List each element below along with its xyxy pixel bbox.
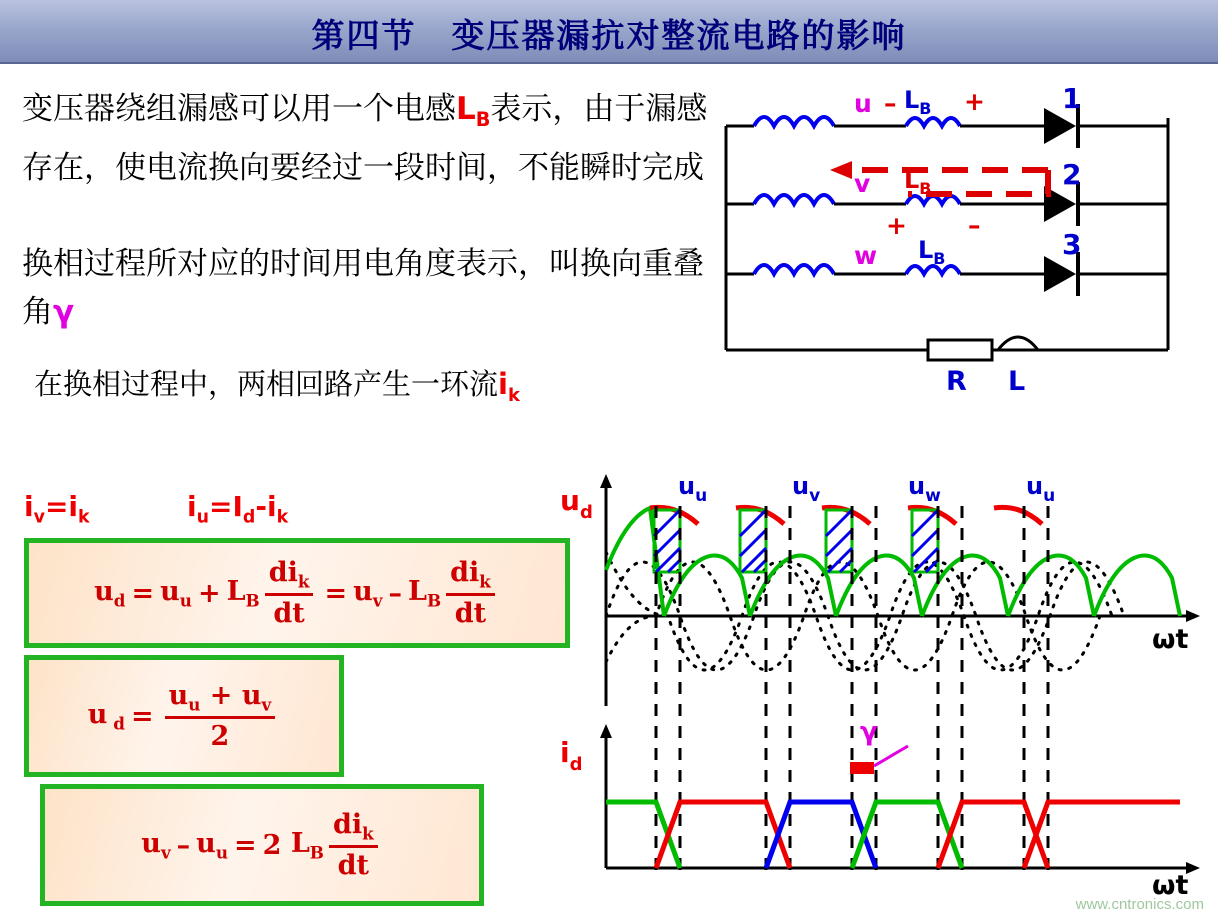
f3-uv: $u_v$ bbox=[141, 827, 171, 863]
f1-frac1-den: dt bbox=[273, 598, 305, 630]
f3-two: 2 bbox=[262, 829, 282, 861]
label-diode-3: 3 bbox=[1062, 228, 1082, 261]
label-v-minus: – bbox=[968, 211, 981, 240]
f2-frac-den: 2 bbox=[210, 721, 230, 753]
eq-iv-ik: $i_v=i_k$ bbox=[24, 490, 90, 528]
f3-minus: – bbox=[176, 829, 191, 861]
f1-uv: $u_v$ bbox=[353, 575, 383, 611]
f1-equals-1: = bbox=[131, 577, 155, 609]
id-trace-green-1 bbox=[852, 802, 962, 868]
f2-fraction bbox=[165, 680, 276, 752]
formula-2-content bbox=[29, 660, 339, 772]
commutation-notch-2 bbox=[740, 510, 766, 572]
label-lb-v: $L_B$ bbox=[904, 166, 932, 198]
ud-axis-label: $u_d$ bbox=[560, 484, 593, 523]
paragraph-3-text: 在换相过程中，两相回路产生一环流 bbox=[34, 367, 499, 401]
u-leakage-inductor bbox=[906, 118, 960, 126]
label-v: v bbox=[854, 169, 871, 198]
ud-omega-t-label: ωt bbox=[1152, 624, 1189, 655]
f1-minus: – bbox=[388, 577, 402, 609]
w-winding-coil bbox=[754, 265, 834, 274]
phase-label-uw: $u_w$ bbox=[908, 472, 941, 506]
paragraph-1-part-a: 变压器绕组漏感可以用一个电感 bbox=[22, 91, 456, 127]
gamma-label: γ bbox=[860, 717, 878, 747]
id-omega-t-label: ωt bbox=[1152, 870, 1189, 896]
f1-frac2-den: dt bbox=[454, 598, 487, 630]
u-winding-coil bbox=[754, 117, 834, 126]
v-leakage-inductor bbox=[906, 196, 960, 204]
label-inductor: L bbox=[1008, 366, 1026, 397]
ud-crest-red-5 bbox=[994, 507, 1042, 524]
paragraph-2 bbox=[22, 240, 722, 336]
formula-box-ud-definition bbox=[24, 538, 570, 648]
id-trace-blue-1 bbox=[766, 802, 876, 868]
formula-box-ud-average bbox=[24, 655, 344, 777]
inductance-symbol-lb: $L_B$ bbox=[456, 91, 491, 132]
f3-lb: $L_B$ bbox=[290, 827, 324, 863]
f2-ud: u $_d$ bbox=[87, 698, 125, 734]
f1-frac1-num: $di_k$ bbox=[265, 557, 314, 596]
f3-fraction bbox=[329, 809, 378, 881]
v-winding-coil bbox=[754, 195, 834, 204]
id-y-arrow bbox=[600, 724, 612, 738]
label-resistor: R bbox=[946, 366, 967, 397]
label-diode-1: 1 bbox=[1062, 82, 1082, 115]
label-diode-2: 2 bbox=[1062, 158, 1082, 191]
page-title: 第四节 变压器漏抗对整流电路的影响 bbox=[311, 16, 907, 55]
formula-1-content bbox=[29, 543, 565, 643]
f3-uu: $u_u$ bbox=[196, 827, 228, 863]
f1-lb-2: $L_B$ bbox=[407, 575, 442, 611]
label-u-plus: + bbox=[964, 87, 985, 116]
phase-label-uu-1: $u_u$ bbox=[678, 472, 708, 506]
commutation-notch-3 bbox=[826, 510, 852, 572]
ud-y-arrow bbox=[600, 474, 612, 488]
f3-equals: = bbox=[233, 829, 257, 861]
f1-uu: $u_u$ bbox=[160, 575, 192, 611]
f1-fraction-2 bbox=[446, 557, 495, 629]
f1-fraction-1 bbox=[265, 557, 314, 629]
id-axis-label: $i_d$ bbox=[560, 736, 583, 775]
f3-frac-num: $di_k$ bbox=[329, 809, 378, 848]
overlap-angle-gamma: γ bbox=[53, 294, 75, 330]
commutation-notch-4 bbox=[912, 510, 938, 572]
paragraph-1-part-b: 表示，由于漏感存在，使电流换向要经过一段时间，不能瞬时完成 bbox=[22, 91, 708, 187]
eq-iu-id-ik: $i_u=I_d-i_k$ bbox=[187, 490, 289, 528]
label-u: u bbox=[854, 89, 872, 118]
f1-plus: + bbox=[197, 577, 221, 609]
load-inductor-symbol bbox=[998, 337, 1038, 350]
label-lb-u: $L_B$ bbox=[904, 86, 932, 118]
title-bar bbox=[0, 0, 1218, 64]
f1-frac2-num: $di_k$ bbox=[446, 557, 495, 596]
gamma-marker-bar bbox=[850, 762, 874, 774]
circulating-current-ik: $i_k$ bbox=[498, 367, 520, 406]
diode-3-triangle bbox=[1044, 256, 1076, 292]
formula-3-content bbox=[45, 789, 479, 901]
label-u-minus: – bbox=[884, 89, 897, 118]
f2-equals: = bbox=[130, 700, 154, 732]
paragraph-2-text: 换相过程所对应的时间用电角度表示，叫换向重叠角 bbox=[22, 246, 704, 330]
load-resistor-symbol bbox=[928, 340, 992, 360]
f1-lb: $L_B$ bbox=[226, 575, 260, 611]
f1-ud: $u_d$ bbox=[94, 575, 126, 611]
paragraph-1 bbox=[22, 85, 722, 192]
waveform-diagram bbox=[560, 466, 1210, 896]
current-direction-arrow bbox=[830, 161, 852, 179]
f1-equals-2: = bbox=[324, 577, 348, 609]
rectifier-circuit-diagram bbox=[718, 78, 1208, 398]
label-w: w bbox=[854, 241, 878, 270]
id-trace-red-2 bbox=[938, 802, 1048, 868]
phase-label-uv: $u_v$ bbox=[792, 472, 821, 506]
label-v-plus: + bbox=[886, 211, 907, 240]
gamma-leader-line bbox=[874, 746, 908, 766]
f2-frac-num: $u_u + u_v$ bbox=[165, 680, 276, 719]
watermark-text: www.cntronics.com bbox=[1075, 896, 1204, 913]
formula-box-uv-minus-uu bbox=[40, 784, 484, 906]
current-relations bbox=[24, 490, 564, 528]
f3-frac-den: dt bbox=[337, 850, 369, 882]
label-lb-w: $L_B$ bbox=[918, 236, 946, 268]
phase-label-uu-2: $u_u$ bbox=[1026, 472, 1056, 506]
ud-x-arrow bbox=[1186, 610, 1200, 622]
paragraph-3 bbox=[34, 360, 594, 420]
